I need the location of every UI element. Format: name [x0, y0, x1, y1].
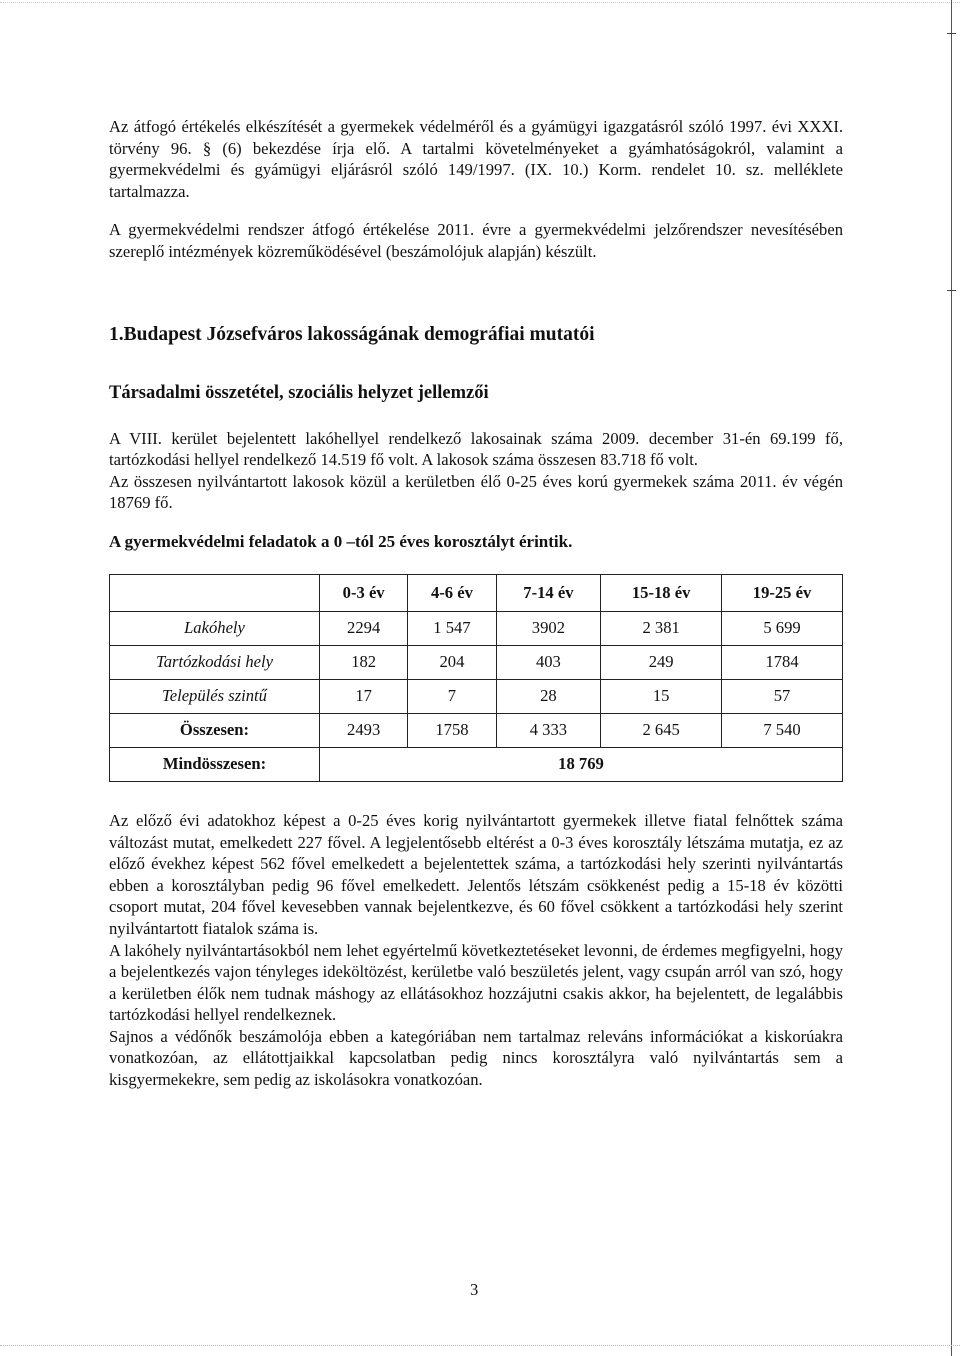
youth-paragraph: Az összesen nyilvántartott lakosok közül a kerületben élő 0-25 éves korú gyermekek száma 2011. év végén 18769 fő. [109, 471, 843, 513]
table-row-total [110, 713, 843, 747]
table-cell: 1784 [722, 645, 843, 679]
table-cell: 3902 [496, 611, 601, 645]
table-cell: 7 [408, 679, 496, 713]
table-header-cell: 19-25 év [722, 574, 843, 611]
row-label: Összesen: [110, 713, 320, 747]
table-cell: 15 [601, 679, 722, 713]
scan-tick [947, 33, 956, 34]
table-row-grand-total [110, 747, 843, 781]
table-header-cell: 15-18 év [601, 574, 722, 611]
row-label: Tartózkodási hely [110, 645, 320, 679]
scan-edge-top [0, 2, 960, 4]
analysis-paragraph: Az előző évi adatokhoz képest a 0-25 éves korig nyilvántartott gyermekek illetve fiatal felnőttek száma változást mutat, emelkedett 227 fővel. A legjelentősebb eltérést a 0-3 éves korosztály létszáma mutatja, ez az előző évekhez képest 562 fővel emelkedett a bejelentettek száma, a tartózkodási hely szerinti nyilvántartás ebben a korosztályban pedig 96 fővel emelkedett. Jelentős létszám csökkenést pedig a 15-18 év közötti csoport mutat, 204 fővel kevesebben vannak bejelentkezve, és 60 fővel csökkent a tartózkodási hely szerint nyilvántartott fiatalok száma is. [109, 810, 843, 938]
age-group-table [109, 574, 843, 782]
table-cell: 2294 [320, 611, 408, 645]
page-content [109, 116, 843, 1091]
table-header-cell [110, 574, 320, 611]
table-cell: 2493 [320, 713, 408, 747]
subsection-heading: Társadalmi összetétel, szociális helyzet jellemzői [109, 382, 489, 403]
table-cell: 28 [496, 679, 601, 713]
residence-paragraph: A lakóhely nyilvántartásokból nem lehet egyértelmű következtetéseket levonni, de érdemes megfigyelni, hogy a bejelentkezés vajon tényleges ideköltözést, kerületbe való beszületés jelent, vagy csupán arról van szó, hogy a kerületben élők nem tudnak máshogy az ellátásokhoz hozzájutni csakis akkor, ha bejelentett, de legalábbis tartózkodási hellyel rendelkeznek. [109, 940, 843, 1025]
table-cell: 2 381 [601, 611, 722, 645]
intro-paragraph: Az átfogó értékelés elkészítését a gyermekek védelméről és a gyámügyi igazgatásról szóló 1997. évi XXXI. törvény 96. § (6) bekezdése írja elő. A tartalmi követelményeket a gyámhatóságokról, valamint a gyermekvédelmi és gyámügyi eljárásról szóló 149/1997. (IX. 10.) Korm. rendelet 10. sz. melléklete tartalmazza. [109, 117, 843, 201]
table-cell: 204 [408, 645, 496, 679]
table-row [110, 611, 843, 645]
table-row [110, 645, 843, 679]
section-heading: 1.Budapest Józsefváros lakosságának demográfiai mutatói [109, 323, 595, 345]
table-row [110, 679, 843, 713]
table-cell: 249 [601, 645, 722, 679]
scan-tick [947, 290, 956, 291]
table-cell: 2 645 [601, 713, 722, 747]
nurses-paragraph: Sajnos a védőnők beszámolója ebben a kategóriában nem tartalmaz releváns információkat a kiskorúakra vonatkozóan, az ellátottjaikkal kapcsolatban pedig nincs korosztályra való nyilvántartás sem a kisgyermekekre, sem pedig az iskolásokra vonatkozóan. [109, 1026, 843, 1090]
population-paragraph: A VIII. kerület bejelentett lakóhellyel rendelkező lakosainak száma 2009. december 31-én 69.199 fő, tartózkodási hellyel rendelkező 14.519 fő volt. A lakosok száma összesen 83.718 fő volt. [109, 428, 843, 470]
scan-edge-right [951, 0, 952, 1356]
table-cell: 182 [320, 645, 408, 679]
table-header-cell: 4-6 év [408, 574, 496, 611]
table-cell: 1 547 [408, 611, 496, 645]
table-cell: 4 333 [496, 713, 601, 747]
table-cell: 1758 [408, 713, 496, 747]
table-header-cell: 7-14 év [496, 574, 601, 611]
row-label: Mindösszesen: [110, 747, 320, 781]
table-cell: 403 [496, 645, 601, 679]
table-header-cell: 0-3 év [320, 574, 408, 611]
page-number: 3 [470, 1280, 479, 1299]
summary-paragraph: A gyermekvédelmi rendszer átfogó értékelése 2011. évre a gyermekvédelmi jelzőrendszer nevesítésében szereplő intézmények közreműködésével (beszámolójuk alapján) készült. [109, 220, 843, 261]
table-cell: 57 [722, 679, 843, 713]
row-label: Település szintű [110, 679, 320, 713]
grand-total-value: 18 769 [320, 747, 843, 781]
age-range-note: A gyermekvédelmi feladatok a 0 –tól 25 éves korosztályt érintik. [109, 531, 573, 551]
table-cell: 7 540 [722, 713, 843, 747]
scan-edge-bottom [0, 1345, 960, 1347]
table-cell: 17 [320, 679, 408, 713]
table-header-row [110, 574, 843, 611]
row-label: Lakóhely [110, 611, 320, 645]
table-cell: 5 699 [722, 611, 843, 645]
